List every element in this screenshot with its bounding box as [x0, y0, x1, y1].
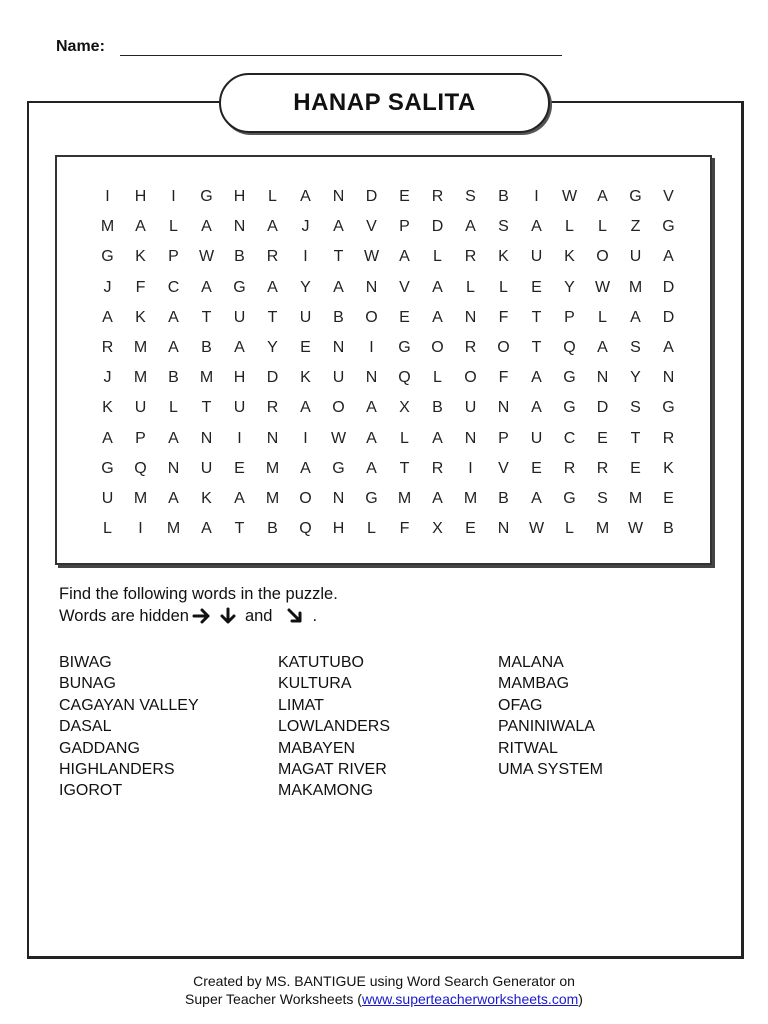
footer-source-suffix: )	[578, 991, 583, 1007]
grid-letter[interactable]: V	[498, 459, 509, 477]
grid-letter[interactable]: B	[432, 399, 443, 417]
footer-source	[0, 990, 768, 1008]
grid-letter[interactable]: Y	[630, 369, 641, 387]
grid-letter[interactable]: A	[102, 308, 113, 326]
grid-letter[interactable]: E	[399, 188, 410, 205]
grid-letter[interactable]: A	[597, 339, 608, 356]
grid-letter[interactable]: H	[233, 369, 246, 387]
grid-letter[interactable]: A	[663, 248, 674, 266]
grid-letter[interactable]: M	[397, 490, 412, 507]
grid-letter[interactable]: T	[201, 308, 212, 326]
grid-letter[interactable]: G	[662, 218, 675, 236]
word-list-item: MAGAT RIVER	[278, 761, 387, 779]
grid-letter[interactable]: L	[103, 520, 112, 538]
grid-letter[interactable]: P	[135, 429, 146, 447]
grid-letter[interactable]: N	[464, 308, 477, 326]
grid-row	[57, 273, 710, 303]
grid-letter[interactable]: H	[233, 188, 246, 205]
grid-letter[interactable]: P	[168, 248, 179, 266]
word-search-grid	[57, 157, 710, 563]
grid-letter[interactable]: O	[431, 339, 444, 356]
arrow-down-right-icon	[284, 607, 306, 625]
grid-letter[interactable]: A	[201, 520, 212, 538]
grid-letter[interactable]: U	[530, 248, 543, 266]
word-list-item: MAKAMONG	[278, 782, 374, 800]
grid-letter[interactable]: M	[595, 520, 610, 538]
grid-letter[interactable]: B	[333, 308, 344, 326]
grid-letter[interactable]: L	[466, 278, 475, 296]
grid-row	[57, 242, 710, 272]
grid-letter[interactable]: U	[101, 490, 114, 507]
grid-letter[interactable]: A	[234, 339, 245, 356]
arrow-down-icon	[217, 607, 239, 625]
grid-letter[interactable]: A	[201, 218, 212, 236]
grid-letter[interactable]: L	[400, 429, 409, 447]
arrow-right-icon	[191, 607, 213, 625]
grid-letter[interactable]: K	[300, 369, 311, 387]
grid-letter[interactable]: G	[200, 188, 213, 205]
word-list-column-3	[498, 652, 603, 780]
grid-row	[57, 393, 710, 423]
grid-letter[interactable]: L	[565, 520, 574, 538]
grid-letter[interactable]: I	[105, 188, 110, 205]
grid-letter[interactable]: N	[266, 429, 279, 447]
grid-letter[interactable]: G	[332, 459, 345, 477]
grid-letter[interactable]: E	[630, 459, 641, 477]
grid-letter[interactable]: W	[627, 520, 644, 538]
grid-letter[interactable]: A	[135, 218, 146, 236]
grid-letter[interactable]: R	[101, 339, 114, 356]
footer-link[interactable]: www.superteacherworksheets.com	[361, 991, 579, 1007]
grid-letter[interactable]: R	[563, 459, 576, 477]
grid-letter[interactable]: L	[433, 369, 442, 387]
instructions-line-2	[59, 605, 338, 627]
grid-letter[interactable]: F	[135, 278, 146, 296]
grid-letter[interactable]: K	[663, 459, 674, 477]
grid-letter[interactable]: D	[266, 369, 279, 387]
grid-row	[57, 363, 710, 393]
grid-letter[interactable]: N	[365, 369, 378, 387]
grid-letter[interactable]: Q	[134, 459, 147, 477]
word-list-item: CAGAYAN VALLEY	[59, 696, 199, 714]
grid-letter[interactable]: S	[630, 339, 641, 356]
grid-letter[interactable]: L	[598, 308, 607, 326]
grid-row	[57, 484, 710, 514]
grid-letter[interactable]: N	[332, 490, 345, 507]
grid-letter[interactable]: K	[201, 490, 212, 507]
grid-letter[interactable]: X	[432, 520, 443, 538]
grid-letter[interactable]: A	[234, 490, 245, 507]
grid-letter[interactable]: S	[465, 188, 476, 205]
grid-letter[interactable]: A	[399, 248, 410, 266]
grid-letter[interactable]: Q	[563, 339, 576, 356]
grid-letter[interactable]: F	[399, 520, 410, 538]
grid-letter[interactable]: E	[597, 429, 608, 447]
grid-letter[interactable]: B	[498, 188, 509, 205]
grid-letter[interactable]: A	[333, 218, 344, 236]
grid-letter[interactable]: V	[663, 188, 674, 205]
grid-letter[interactable]: I	[534, 188, 539, 205]
grid-letter[interactable]: M	[265, 490, 280, 507]
grid-letter[interactable]: A	[663, 339, 674, 356]
grid-letter[interactable]: B	[663, 520, 674, 538]
grid-letter[interactable]: A	[465, 218, 476, 236]
instructions-and: and	[244, 607, 273, 625]
word-list-column-1	[59, 652, 199, 802]
grid-letter[interactable]: L	[169, 399, 178, 417]
grid-row	[57, 454, 710, 484]
grid-letter[interactable]: A	[168, 490, 179, 507]
grid-letter[interactable]: Y	[564, 278, 575, 296]
grid-letter[interactable]: Q	[398, 369, 411, 387]
grid-letter[interactable]: G	[563, 490, 576, 507]
word-search-grid-frame	[55, 155, 712, 565]
word-list-item: MABAYEN	[278, 739, 356, 757]
grid-letter[interactable]: W	[330, 429, 347, 447]
grid-letter[interactable]: M	[100, 218, 115, 236]
instructions-line-1: Find the following words in the puzzle.	[59, 585, 338, 603]
grid-letter[interactable]: J	[103, 369, 112, 387]
grid-letter[interactable]: K	[564, 248, 575, 266]
grid-letter[interactable]: N	[497, 399, 510, 417]
grid-letter[interactable]: J	[301, 218, 310, 236]
grid-letter[interactable]: O	[365, 308, 378, 326]
grid-letter[interactable]: R	[266, 248, 279, 266]
grid-row	[57, 424, 710, 454]
grid-letter[interactable]: U	[233, 308, 246, 326]
grid-letter[interactable]: A	[267, 218, 278, 236]
grid-letter[interactable]: T	[531, 339, 542, 356]
grid-letter[interactable]: U	[233, 399, 246, 417]
instructions	[59, 583, 338, 627]
word-list-item: BIWAG	[59, 654, 112, 671]
grid-letter[interactable]: D	[596, 399, 609, 417]
word-list-item: LOWLANDERS	[278, 718, 391, 736]
word-list-item: GADDANG	[59, 739, 140, 757]
word-list-item: OFAG	[498, 696, 543, 714]
grid-letter[interactable]: B	[498, 490, 509, 507]
word-list-item: RITWAL	[498, 739, 558, 757]
grid-letter[interactable]: M	[628, 490, 643, 507]
grid-letter[interactable]: N	[497, 520, 510, 538]
grid-letter[interactable]: G	[398, 339, 411, 356]
grid-letter[interactable]: U	[134, 399, 147, 417]
grid-letter[interactable]: I	[369, 339, 374, 356]
grid-letter[interactable]: M	[199, 369, 214, 387]
grid-letter[interactable]: D	[431, 218, 444, 236]
grid-letter[interactable]: A	[333, 278, 344, 296]
footer-credit: Created by MS. BANTIGUE using Word Search Generator on	[193, 973, 575, 989]
grid-letter[interactable]: R	[464, 248, 477, 266]
grid-letter[interactable]: A	[432, 429, 443, 447]
grid-letter[interactable]: E	[300, 339, 311, 356]
grid-letter[interactable]: A	[366, 429, 377, 447]
grid-letter[interactable]: P	[498, 429, 509, 447]
grid-letter[interactable]: T	[630, 429, 641, 447]
grid-letter[interactable]: G	[629, 188, 642, 205]
grid-letter[interactable]: G	[662, 399, 675, 417]
grid-letter[interactable]: G	[233, 278, 246, 296]
word-list-item: DASAL	[59, 718, 112, 736]
grid-letter[interactable]: S	[498, 218, 509, 236]
grid-letter[interactable]: F	[498, 308, 509, 326]
grid-letter[interactable]: W	[363, 248, 380, 266]
grid-letter[interactable]: O	[299, 490, 312, 507]
grid-letter[interactable]: N	[332, 339, 345, 356]
grid-letter[interactable]: H	[332, 520, 345, 538]
instructions-prefix: Words are hidden	[59, 607, 189, 625]
grid-letter[interactable]: G	[101, 459, 114, 477]
grid-letter[interactable]: E	[663, 490, 674, 507]
instructions-end: .	[312, 607, 318, 625]
grid-letter[interactable]: O	[464, 369, 477, 387]
grid-letter[interactable]: U	[464, 399, 477, 417]
grid-letter[interactable]: W	[528, 520, 545, 538]
grid-letter[interactable]: X	[399, 399, 410, 417]
word-list-item: PANINIWALA	[498, 718, 595, 736]
grid-letter[interactable]: M	[133, 490, 148, 507]
grid-letter[interactable]: T	[201, 399, 212, 417]
grid-letter[interactable]: M	[265, 459, 280, 477]
grid-letter[interactable]: R	[596, 459, 609, 477]
grid-letter[interactable]: K	[498, 248, 509, 266]
grid-letter[interactable]: E	[531, 459, 542, 477]
grid-letter[interactable]: W	[198, 248, 215, 266]
grid-letter[interactable]: A	[300, 399, 311, 417]
grid-letter[interactable]: M	[133, 369, 148, 387]
grid-letter[interactable]: N	[167, 459, 180, 477]
grid-letter[interactable]: L	[268, 188, 277, 205]
grid-letter[interactable]: R	[464, 339, 477, 356]
grid-letter[interactable]: A	[630, 308, 641, 326]
grid-letter[interactable]: R	[662, 429, 675, 447]
grid-letter[interactable]: K	[135, 248, 146, 266]
word-list-item: IGOROT	[59, 782, 123, 800]
grid-letter[interactable]: Y	[267, 339, 278, 356]
grid-letter[interactable]: V	[399, 278, 410, 296]
grid-letter[interactable]: A	[168, 308, 179, 326]
grid-letter[interactable]: T	[234, 520, 245, 538]
grid-letter[interactable]: A	[366, 459, 377, 477]
word-list-item: LIMAT	[278, 696, 324, 714]
grid-letter[interactable]: N	[233, 218, 246, 236]
grid-letter[interactable]: V	[366, 218, 377, 236]
grid-letter[interactable]: B	[267, 520, 278, 538]
grid-letter[interactable]: G	[563, 369, 576, 387]
grid-letter[interactable]: R	[431, 459, 444, 477]
grid-letter[interactable]: U	[629, 248, 642, 266]
grid-letter[interactable]: C	[167, 278, 180, 296]
grid-letter[interactable]: L	[565, 218, 574, 236]
grid-letter[interactable]: A	[168, 429, 179, 447]
grid-letter[interactable]: I	[468, 459, 473, 477]
grid-letter[interactable]: A	[597, 188, 608, 205]
grid-letter[interactable]: E	[234, 459, 245, 477]
grid-letter[interactable]: O	[332, 399, 345, 417]
name-label: Name:	[56, 38, 105, 55]
grid-letter[interactable]: U	[299, 308, 312, 326]
grid-letter[interactable]: F	[498, 369, 509, 387]
grid-letter[interactable]: G	[563, 399, 576, 417]
grid-letter[interactable]: D	[662, 278, 675, 296]
grid-letter[interactable]: M	[463, 490, 478, 507]
grid-letter[interactable]: S	[597, 490, 608, 507]
word-list-item: BUNAG	[59, 675, 116, 693]
grid-letter[interactable]: I	[303, 248, 308, 266]
grid-letter[interactable]: I	[138, 520, 143, 538]
grid-letter[interactable]: P	[399, 218, 410, 236]
grid-letter[interactable]: W	[561, 188, 578, 205]
grid-letter[interactable]: R	[266, 399, 279, 417]
grid-letter[interactable]: T	[531, 308, 542, 326]
grid-letter[interactable]: U	[530, 429, 543, 447]
grid-letter[interactable]: L	[598, 218, 607, 236]
grid-letter[interactable]: O	[596, 248, 609, 266]
grid-letter[interactable]: I	[237, 429, 242, 447]
grid-letter[interactable]: A	[432, 308, 443, 326]
grid-letter[interactable]: L	[433, 248, 442, 266]
word-list-column-2	[278, 652, 390, 802]
grid-letter[interactable]: H	[134, 188, 147, 205]
grid-row	[57, 212, 710, 242]
grid-letter[interactable]: A	[201, 278, 212, 296]
grid-letter[interactable]: E	[465, 520, 476, 538]
grid-letter[interactable]: W	[594, 278, 611, 296]
grid-letter[interactable]: L	[169, 218, 178, 236]
page-title: HANAP SALITA	[219, 73, 550, 133]
word-list-item: MAMBAG	[498, 675, 570, 693]
grid-letter[interactable]: E	[531, 278, 542, 296]
grid-letter[interactable]: I	[303, 429, 308, 447]
word-list-item: UMA SYSTEM	[498, 761, 603, 779]
word-list-item: HIGHLANDERS	[59, 761, 175, 779]
grid-letter[interactable]: T	[267, 308, 278, 326]
name-input-line[interactable]	[120, 55, 562, 56]
grid-letter[interactable]: A	[432, 278, 443, 296]
word-list-item: KATUTUBO	[278, 654, 364, 671]
grid-letter[interactable]: A	[300, 188, 311, 205]
grid-letter[interactable]: Y	[300, 278, 311, 296]
grid-row	[57, 303, 710, 333]
grid-letter[interactable]: Q	[299, 520, 312, 538]
grid-letter[interactable]: A	[531, 369, 542, 387]
grid-letter[interactable]: G	[101, 248, 114, 266]
grid-letter[interactable]: N	[332, 188, 345, 205]
grid-letter[interactable]: A	[102, 429, 113, 447]
grid-letter[interactable]: B	[168, 369, 179, 387]
grid-letter[interactable]: B	[234, 248, 245, 266]
grid-letter[interactable]: M	[628, 278, 643, 296]
grid-letter[interactable]: A	[366, 399, 377, 417]
grid-letter[interactable]: T	[333, 248, 344, 266]
grid-letter[interactable]: M	[133, 339, 148, 356]
word-list-item: MALANA	[498, 654, 564, 671]
grid-letter[interactable]: A	[432, 490, 443, 507]
grid-letter[interactable]: I	[171, 188, 176, 205]
grid-letter[interactable]: D	[662, 308, 675, 326]
grid-letter[interactable]: D	[365, 188, 378, 205]
grid-letter[interactable]: N	[464, 429, 477, 447]
grid-letter[interactable]: L	[499, 278, 508, 296]
grid-letter[interactable]: A	[531, 490, 542, 507]
grid-letter[interactable]: N	[596, 369, 609, 387]
grid-letter[interactable]: U	[200, 459, 213, 477]
word-list-item: KULTURA	[278, 675, 352, 693]
grid-row	[57, 514, 710, 544]
grid-letter[interactable]: A	[531, 399, 542, 417]
grid-letter[interactable]: A	[300, 459, 311, 477]
grid-letter[interactable]: U	[332, 369, 345, 387]
grid-letter[interactable]: M	[166, 520, 181, 538]
grid-letter[interactable]: N	[200, 429, 213, 447]
grid-letter[interactable]: A	[531, 218, 542, 236]
grid-letter[interactable]: N	[662, 369, 675, 387]
grid-letter[interactable]: N	[365, 278, 378, 296]
grid-letter[interactable]: K	[135, 308, 146, 326]
grid-letter[interactable]: B	[201, 339, 212, 356]
grid-letter[interactable]: L	[367, 520, 376, 538]
grid-letter[interactable]: J	[103, 278, 112, 296]
grid-letter[interactable]: A	[267, 278, 278, 296]
grid-row	[57, 182, 710, 212]
grid-letter[interactable]: A	[168, 339, 179, 356]
grid-letter[interactable]: S	[630, 399, 641, 417]
footer-source-prefix: Super Teacher Worksheets (	[185, 991, 362, 1007]
grid-letter[interactable]: Z	[630, 218, 641, 236]
grid-letter[interactable]: K	[102, 399, 113, 417]
grid-letter[interactable]: E	[399, 308, 410, 326]
grid-letter[interactable]: C	[563, 429, 576, 447]
grid-row	[57, 333, 710, 363]
grid-letter[interactable]: G	[365, 490, 378, 507]
grid-letter[interactable]: O	[497, 339, 510, 356]
grid-letter[interactable]: P	[564, 308, 575, 326]
grid-letter[interactable]: R	[431, 188, 444, 205]
footer	[0, 972, 768, 1008]
grid-letter[interactable]: T	[399, 459, 410, 477]
